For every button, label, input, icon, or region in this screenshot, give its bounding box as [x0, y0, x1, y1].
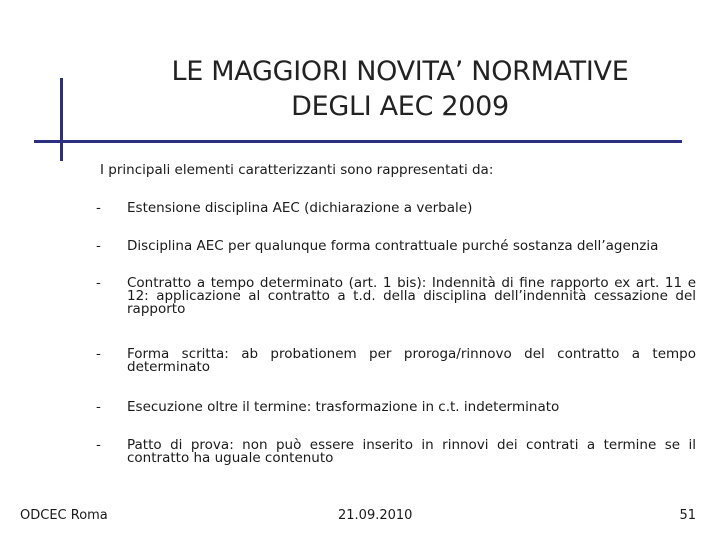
- slide-title: [120, 54, 680, 124]
- footer-organization: ODCEC Roma: [20, 508, 108, 523]
- bullet-dash: -: [96, 346, 101, 362]
- list-item-3: [96, 277, 696, 316]
- list-item-text: Esecuzione oltre il termine: trasformazione in c.t. indeterminato: [127, 399, 560, 415]
- list-item-text: Forma scritta: ab probationem per proroga/rinnovo del contratto a tempo determinato: [127, 346, 696, 375]
- bullet-dash: -: [96, 200, 101, 216]
- decorative-vertical-line: [60, 78, 63, 161]
- list-item-text: Disciplina AEC per qualunque forma contrattuale purché sostanza dell’agenzia: [127, 238, 659, 254]
- list-item-text: Estensione disciplina AEC (dichiarazione a verbale): [127, 200, 473, 216]
- page-number: 51: [679, 508, 696, 523]
- bullet-dash: -: [96, 275, 101, 291]
- list-item-1: [96, 202, 696, 215]
- intro-text: I principali elementi caratterizzanti sono rappresentati da:: [100, 162, 494, 178]
- slide-title-line-2: DEGLI AEC 2009: [291, 91, 509, 122]
- bullet-dash: -: [96, 437, 101, 453]
- list-item-2: [96, 240, 696, 253]
- bullet-dash: -: [96, 238, 101, 254]
- list-item-text: Contratto a tempo determinato (art. 1 bis): Indennità di fine rapporto ex art. 11 e 12: applicazione al contratto a t.d. della disciplina dell’indennità cessazione del rapporto: [127, 275, 696, 317]
- bullet-dash: -: [96, 399, 101, 415]
- slide-title-line-1: LE MAGGIORI NOVITA’ NORMATIVE: [171, 56, 629, 87]
- list-item-4: [96, 348, 696, 374]
- list-item-6: [96, 439, 696, 465]
- decorative-horizontal-line: [34, 140, 682, 143]
- footer-date: 21.09.2010: [338, 508, 413, 523]
- list-item-5: [96, 401, 696, 414]
- list-item-text: Patto di prova: non può essere inserito in rinnovi dei contrati a termine se il contratto ha uguale contenuto: [127, 437, 696, 466]
